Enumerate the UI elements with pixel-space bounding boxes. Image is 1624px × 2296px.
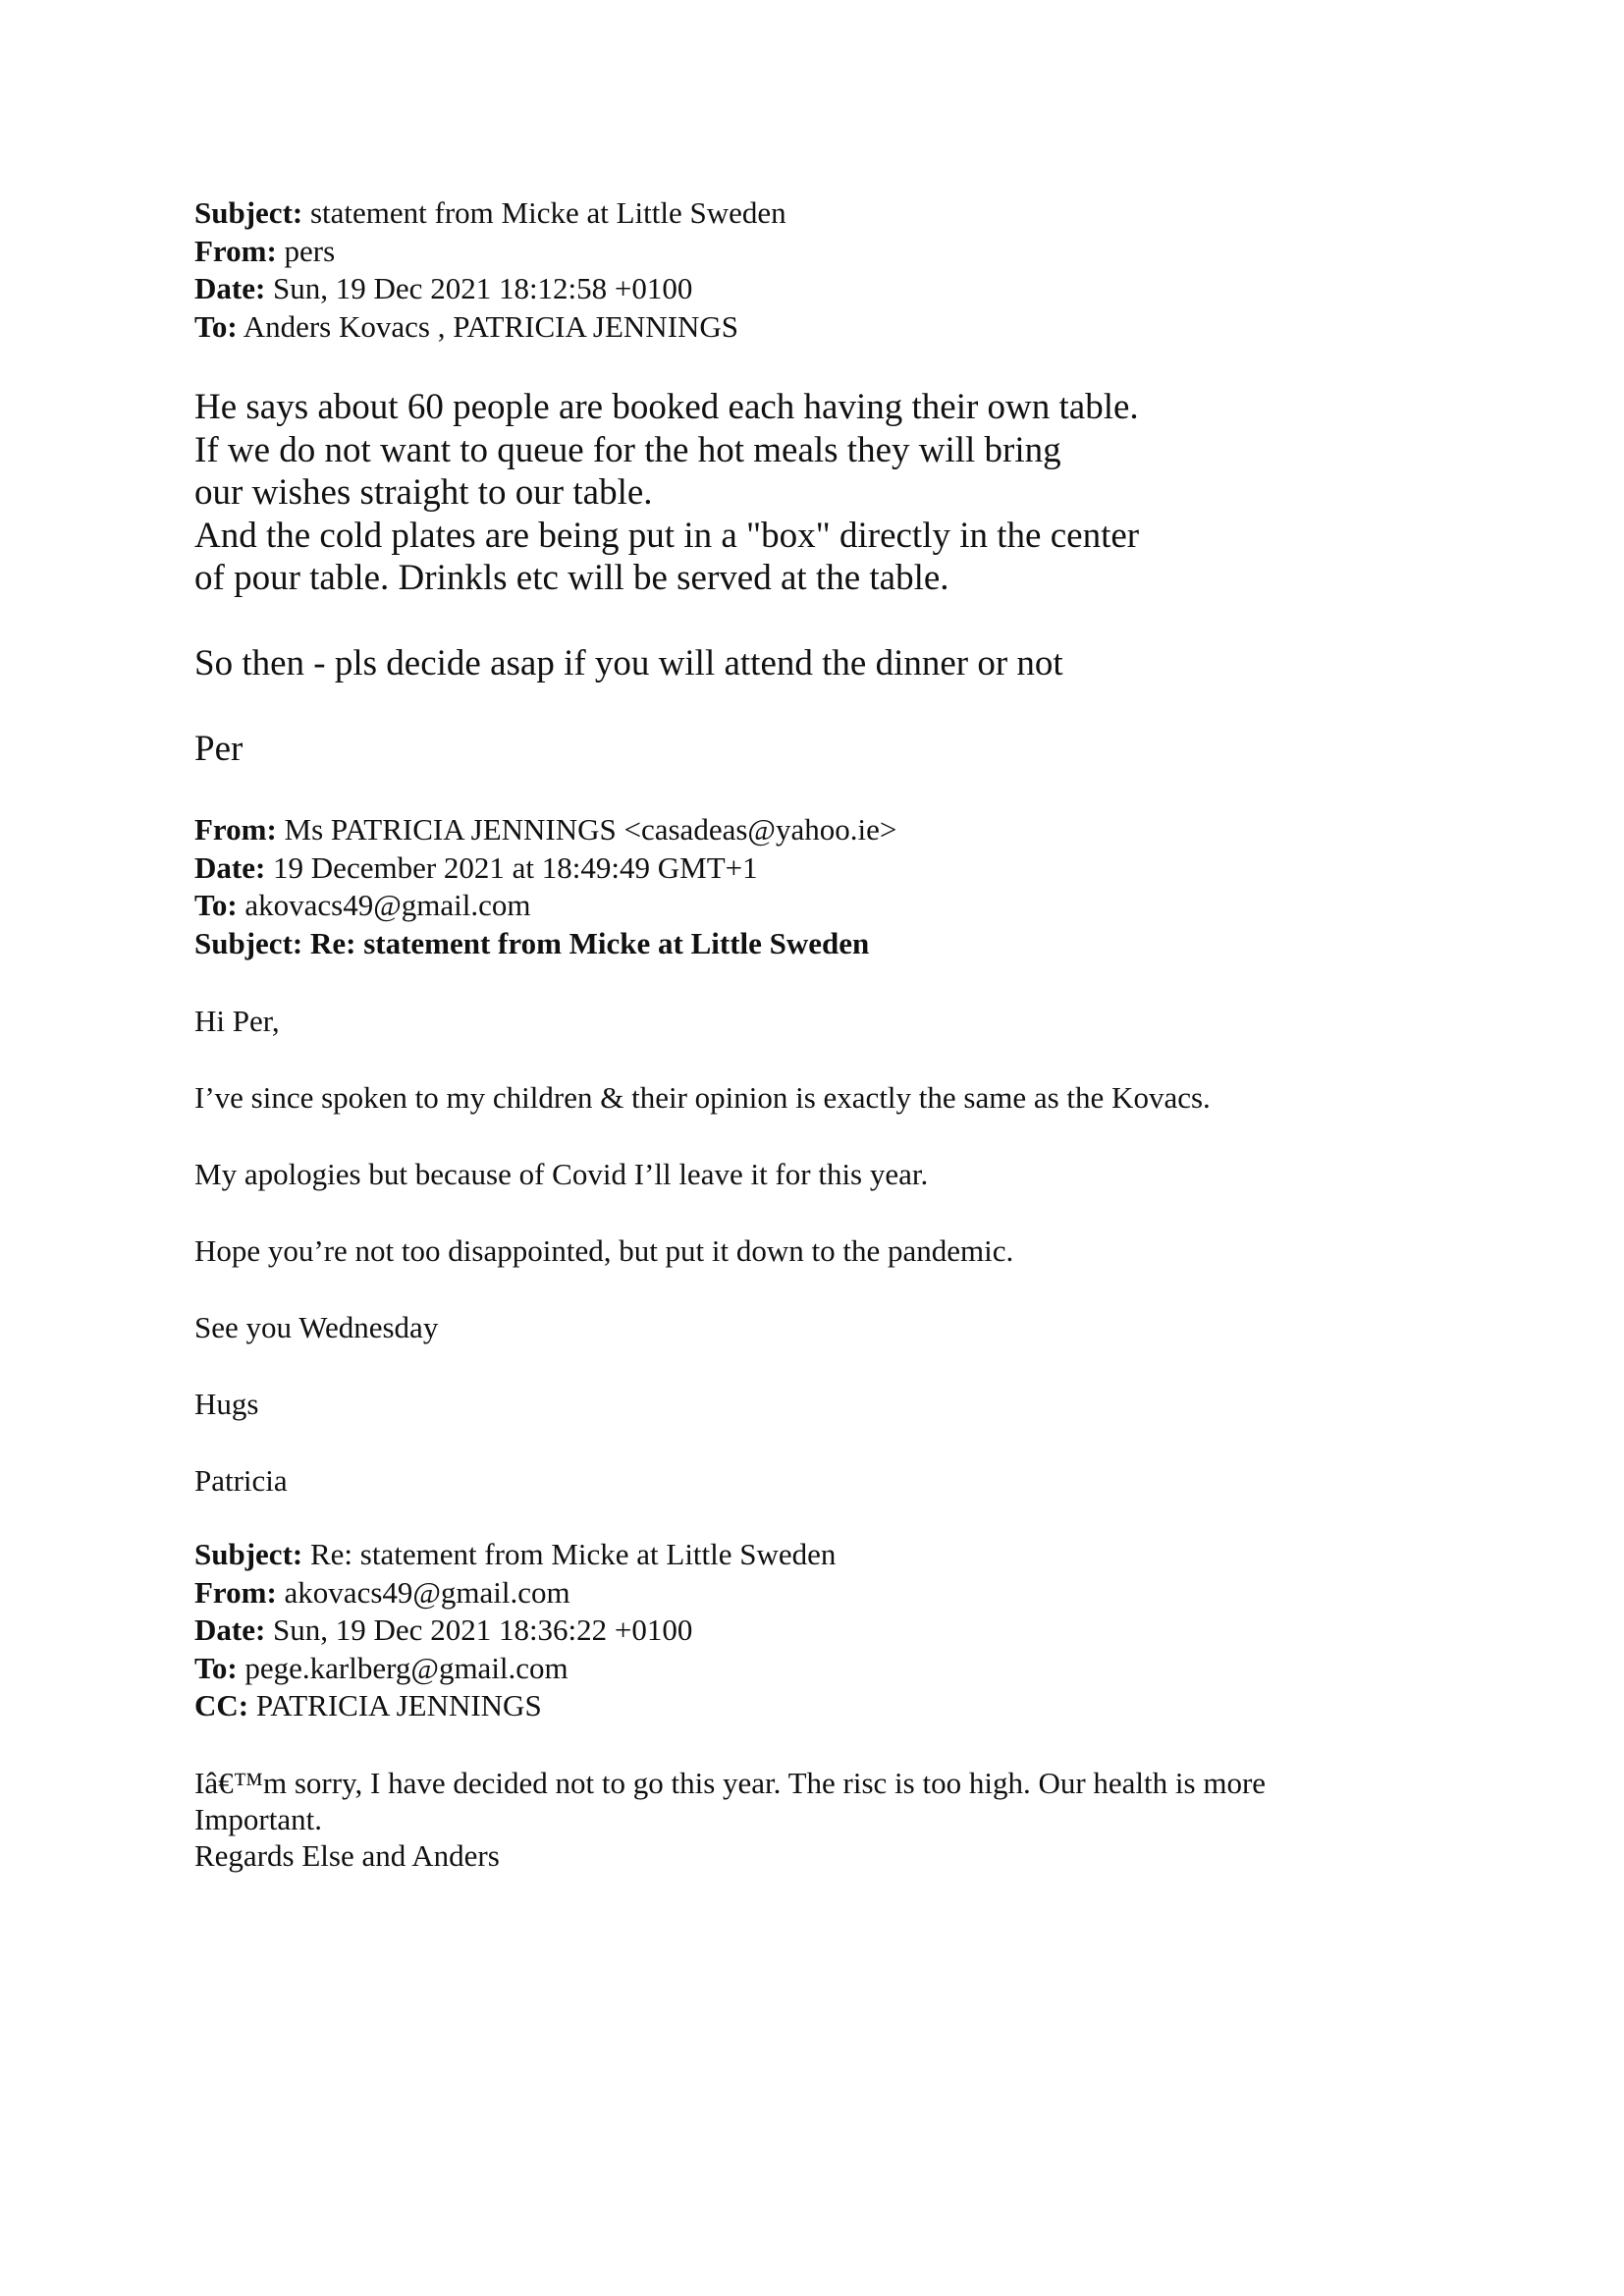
- to-value: Anders Kovacs , PATRICIA JENNINGS: [243, 308, 739, 344]
- email2-signature: Patricia: [194, 1463, 288, 1498]
- email1-date-line: [194, 270, 1432, 308]
- cc-value: PATRICIA JENNINGS: [255, 1688, 542, 1722]
- body-line: Important.: [194, 1802, 322, 1836]
- date-value: Sun, 19 Dec 2021 18:12:58 +0100: [273, 271, 693, 305]
- from-label: From:: [194, 812, 277, 847]
- email2-paragraph: Hope you’re not too disappointed, but put it down to the pandemic.: [194, 1233, 1014, 1268]
- from-label: From:: [194, 1574, 277, 1610]
- email2-paragraph: I’ve since spoken to my children & their opinion is exactly the same as the Kovacs.: [194, 1080, 1211, 1115]
- email3-header: [194, 1536, 1432, 1725]
- body-line: He says about 60 people are booked each having their own table.: [194, 387, 1139, 427]
- to-value: akovacs49@gmail.com: [244, 888, 531, 922]
- from-value: akovacs49@gmail.com: [284, 1574, 570, 1610]
- email1-header: [194, 194, 1432, 346]
- email1-from-line: [194, 233, 1432, 271]
- email1-decide-line: So then - pls decide asap if you will attend the dinner or not: [194, 643, 1063, 683]
- subject-value: Re: statement from Micke at Little Sweden: [309, 925, 870, 960]
- to-label: To:: [194, 888, 238, 922]
- from-value: pers: [284, 233, 336, 268]
- subject-label: Subject:: [194, 1537, 303, 1571]
- email2-to-line: [194, 887, 1432, 925]
- date-label: Date:: [194, 1613, 266, 1647]
- email3-subject-line: [194, 1536, 1432, 1574]
- body-line: our wishes straight to our table.: [194, 472, 653, 513]
- to-value: pege.karlberg@gmail.com: [244, 1650, 568, 1685]
- email1-body: [194, 386, 1432, 600]
- email2-greeting: Hi Per,: [194, 1004, 280, 1038]
- email3-from-line: [194, 1574, 1432, 1613]
- subject-value: Re: statement from Micke at Little Sweden: [309, 1537, 837, 1571]
- email2-header: [194, 811, 1432, 962]
- body-line: Regards Else and Anders: [194, 1838, 500, 1873]
- date-value: Sun, 19 Dec 2021 18:36:22 +0100: [273, 1613, 693, 1647]
- email2-date-line: [194, 849, 1432, 888]
- email2-paragraph: See you Wednesday: [194, 1310, 439, 1344]
- body-line: If we do not want to queue for the hot meals they will bring: [194, 429, 1061, 470]
- date-value: 19 December 2021 at 18:49:49 GMT+1: [273, 849, 758, 885]
- cc-label: CC:: [194, 1688, 249, 1722]
- email2-subject-line: [194, 925, 1432, 963]
- from-label: From:: [194, 233, 277, 268]
- body-line: of pour table. Drinkls etc will be served at the table.: [194, 558, 949, 598]
- subject-label: Subject:: [194, 925, 303, 960]
- body-line: Iâ€™m sorry, I have decided not to go this year. The risc is too high. Our health is more: [194, 1766, 1267, 1800]
- subject-value: statement from Micke at Little Sweden: [309, 195, 786, 230]
- date-label: Date:: [194, 849, 266, 885]
- email2-from-line: [194, 811, 1432, 849]
- email1-subject-line: [194, 194, 1432, 233]
- email1-to-line: [194, 308, 1432, 347]
- email1-signature: Per: [194, 729, 244, 769]
- email3-body: [194, 1765, 1432, 1874]
- email3-cc-line: [194, 1687, 1432, 1725]
- subject-label: Subject:: [194, 195, 303, 230]
- from-value: Ms PATRICIA JENNINGS <casadeas@yahoo.ie>: [284, 812, 897, 847]
- email3-to-line: [194, 1650, 1432, 1688]
- email3-date-line: [194, 1612, 1432, 1650]
- to-label: To:: [194, 1650, 238, 1685]
- to-label: To:: [194, 308, 238, 344]
- date-label: Date:: [194, 271, 266, 305]
- email2-paragraph: Hugs: [194, 1387, 259, 1421]
- email2-paragraph: My apologies but because of Covid I’ll leave it for this year.: [194, 1157, 929, 1191]
- body-line: And the cold plates are being put in a "box" directly in the center: [194, 515, 1140, 556]
